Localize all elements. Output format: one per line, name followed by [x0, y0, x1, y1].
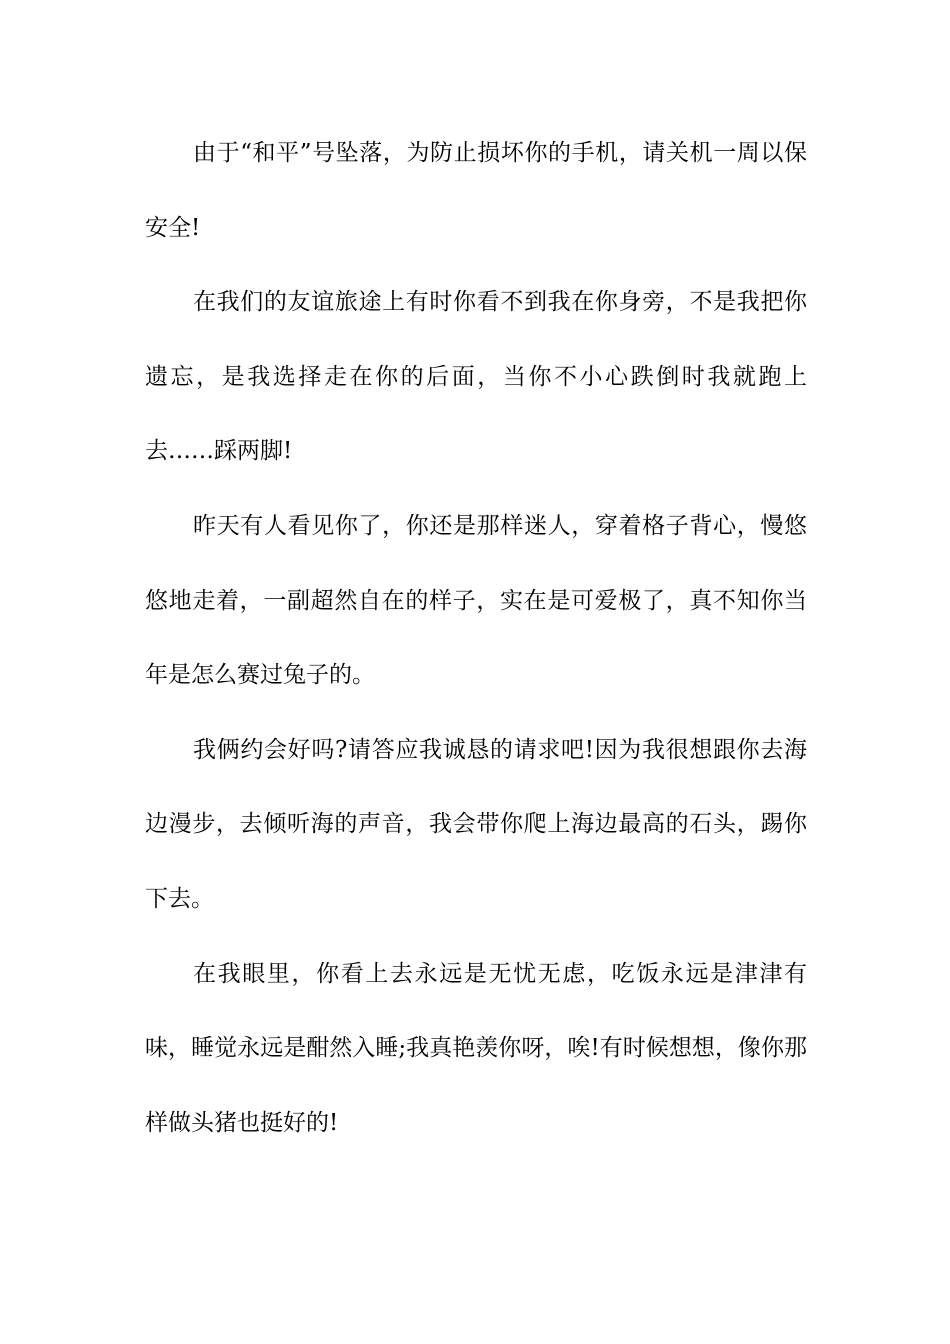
paragraph-1: 由于“和平”号坠落，为防止损坏你的手机，请关机一周以保安全! [145, 140, 807, 241]
paragraph-2: 在我们的友谊旅途上有时你看不到我在你身旁，不是我把你遗忘，是我选择走在你的后面，当你不小心跌倒时我就跑上去……踩两脚! [145, 289, 807, 465]
paragraph-5: 在我眼里，你看上去永远是无忧无虑，吃饭永远是津津有味，睡觉永远是酣然入睡;我真艳羡你呀，唉!有时候想想，像你那样做头猪也挺好的! [145, 960, 807, 1136]
paragraph-3: 昨天有人看见你了，你还是那样迷人，穿着格子背心，慢悠悠地走着，一副超然自在的样子，实在是可爱极了，真不知你当年是怎么赛过兔子的。 [145, 512, 807, 689]
document-body [145, 116, 807, 1160]
paragraph-4: 我俩约会好吗?请答应我诚恳的请求吧!因为我很想跟你去海边漫步，去倾听海的声音，我会带你爬上海边最高的石头，踢你下去。 [145, 736, 807, 912]
